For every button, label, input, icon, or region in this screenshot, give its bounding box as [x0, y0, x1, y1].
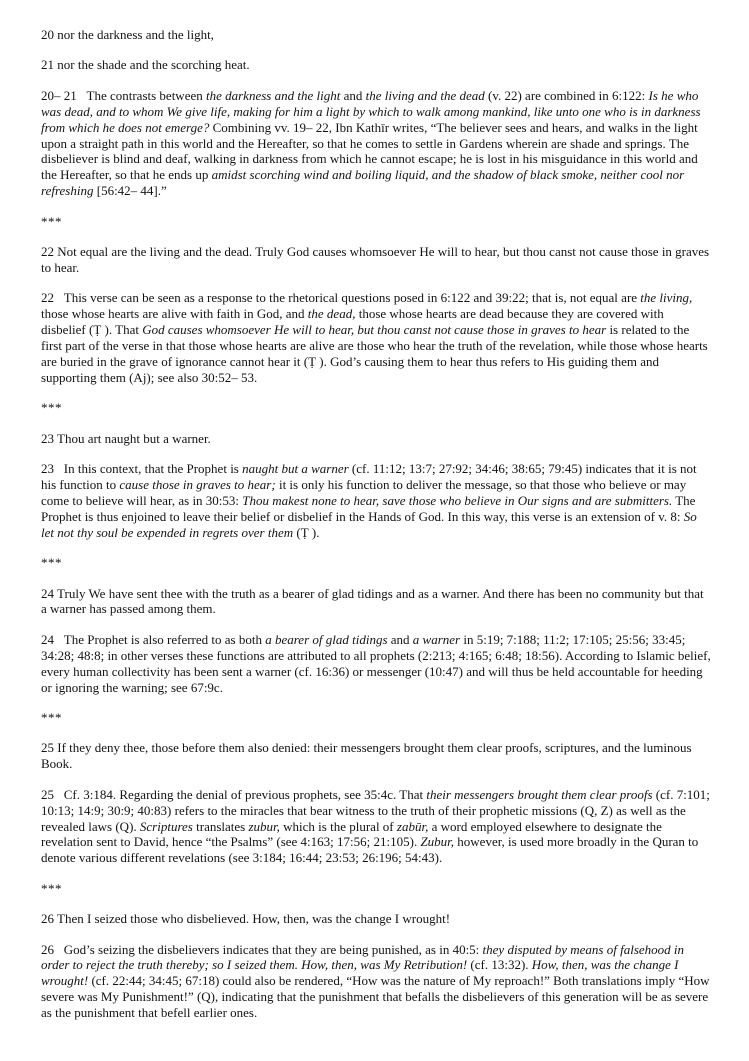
- quoted-italic-text: Zubur,: [420, 834, 455, 850]
- quoted-italic-text: they disputed by means of falsehood in order to reject the truth thereby; so I seized them. How, then, was My Retribution!: [41, 941, 685, 973]
- verse-21: [41, 57, 711, 73]
- quoted-italic-text: naught but a warner: [242, 461, 349, 477]
- quoted-italic-text: the dead,: [307, 306, 356, 322]
- quoted-italic-text: their messengers brought them clear proofs: [426, 786, 653, 802]
- section-separator: ***: [41, 555, 62, 571]
- body-text: 23 In this context, that the Prophet is: [41, 461, 243, 477]
- page-content: [41, 27, 711, 1021]
- body-text: The Prophet is thus enjoined to leave their belief or disbelief in the Hands of God. In this way, this verse is an extension of v. 8:: [41, 492, 696, 524]
- quoted-italic-text: the living and the dead: [365, 87, 485, 103]
- body-text: (v. 22) are combined in 6:122:: [484, 87, 649, 103]
- body-text: 24 Truly We have sent thee with the truth as a bearer of glad tidings and as a warner. And there has been no community but that a warner has passed among them.: [41, 585, 704, 617]
- quoted-italic-text: amidst scorching wind and boiling liquid, and the shadow of black smoke, neither cool nor refreshing: [41, 167, 685, 199]
- verse-24: [41, 586, 711, 618]
- section-separator: ***: [41, 213, 62, 229]
- quoted-italic-text: the living,: [640, 290, 693, 306]
- body-text: translates: [192, 818, 249, 834]
- body-text: 23 Thou art naught but a warner.: [41, 430, 211, 446]
- body-text: 21 nor the shade and the scorching heat.: [41, 57, 250, 73]
- body-text: 20– 21 The contrasts between: [41, 87, 206, 103]
- commentary-23: [41, 461, 711, 541]
- body-text: [56:42– 44].”: [93, 183, 167, 199]
- commentary-22: [41, 290, 711, 385]
- section-separator: ***: [41, 400, 62, 416]
- body-text: those whose hearts are dead because they are covered with disbelief (Ṭ ). That: [41, 306, 664, 338]
- commentary-20-21: [41, 88, 711, 199]
- body-text: is related to the first part of the verse in that those whose hearts are alive are those who hear the truth of the revelation, while those whose hearts are buried in the grave of ignorance cannot hear it (Ṭ ). God’s causing them to hear thus refers to His guiding them and supporting them (Aj); see also 30:52– 53.: [41, 322, 708, 385]
- section-separator: ***: [41, 710, 62, 725]
- body-text: 24 The Prophet is also referred to as both: [41, 631, 266, 647]
- quoted-italic-text: How, then, was the change I wrought!: [41, 957, 679, 989]
- body-text: and: [387, 631, 413, 647]
- body-text: 25 Cf. 3:184. Regarding the denial of previous prophets, see 35:4c. That: [41, 786, 427, 802]
- body-text: 22 This verse can be seen as a response to the rhetorical questions posed in 6:122 and 39:22; that is, not equal are: [41, 290, 641, 306]
- quoted-italic-text: zubur,: [248, 818, 280, 834]
- body-text: Combining vv. 19– 22, Ibn Kathīr writes, “The believer sees and hears, and walks in the light upon a straight path in this world and the Hereafter, so that he comes to settle in Gardens wherein are shade and springs. The disbeliever is blind and deaf, walking in darkness from which he cannot escape; he is lost in his misguidance in this world and the Hereafter, so that he ends up: [41, 119, 698, 183]
- body-text: 22 Not equal are the living and the dead. Truly God causes whomsoever He will to hear, but thou canst not cause those in graves to hear.: [41, 244, 710, 275]
- verse-26: [41, 911, 711, 927]
- body-text: (cf. 13:32).: [467, 957, 532, 973]
- verse-22: [41, 244, 711, 276]
- verse-25: [41, 740, 711, 772]
- body-text: 20 nor the darkness and the light,: [41, 27, 214, 42]
- quoted-italic-text: a warner: [412, 631, 461, 647]
- body-text: 26 God’s seizing the disbelievers indicates that they are being punished, as in 40:5:: [41, 941, 483, 957]
- body-text: however, is used more broadly in the Quran to denote various different revelations (see 3:184; 16:44; 23:53; 26:196; 54:43).: [41, 834, 699, 866]
- body-text: 26 Then I seized those who disbelieved. How, then, was the change I wrought!: [41, 911, 451, 927]
- commentary-25: [41, 787, 711, 867]
- section-separator: ***: [41, 880, 62, 896]
- quoted-italic-text: Scriptures: [139, 818, 193, 834]
- body-text: which is the plural of: [279, 818, 397, 834]
- quoted-italic-text: the darkness and the light: [205, 87, 341, 103]
- quoted-italic-text: God causes whomsoever He will to hear, but thou canst not cause those in graves to hear: [142, 322, 607, 338]
- body-text: it is only his function to deliver the message, so that those who believe or may come to believe will hear, as in 30:53:: [41, 477, 687, 508]
- commentary-24: [41, 632, 711, 696]
- body-text: and: [340, 87, 366, 103]
- quoted-italic-text: Thou makest none to hear, save those who believe in Our signs and are submitters.: [242, 492, 673, 508]
- body-text: (Ṭ ).: [293, 524, 320, 540]
- body-text: 25 If they deny thee, those before them also denied: their messengers brought them clear proofs, scriptures, and the luminous Book.: [41, 740, 692, 772]
- body-text: those whose hearts are alive with faith in God, and: [41, 306, 308, 322]
- body-text: (cf. 22:44; 34:45; 67:18) could also be rendered, “How was the nature of My reproach!” Both translations imply “How severe was My Punishment!” (Q), indicating that the punishment that befalls the disbelievers of this generation will be as severe as the punishment that befell earlier ones.: [41, 973, 710, 1021]
- quoted-italic-text: Is he who was dead, and to whom We give life, making for him a light by which to walk among mankind, like unto one who is in darkness from which he does not emerge?: [41, 87, 701, 135]
- quoted-italic-text: zabūr,: [396, 818, 429, 834]
- body-text: in 5:19; 7:188; 11:2; 17:105; 25:56; 33:45; 34:28; 48:8; in other verses these functions are attributed to all prophets (2:213; 4:165; 6:48; 18:56). According to Islamic belief, every human collectivity has been sent a warner (cf. 16:36) or messenger (10:47) and will thus be held accountable for heeding or ignoring the warning; see 67:9c.: [41, 631, 711, 695]
- body-text: (cf. 11:12; 13:7; 27:92; 34:46; 38:65; 79:45) indicates that it is not his function to: [41, 461, 697, 493]
- body-text: a word employed elsewhere to designate the revelation sent to David, hence “the Psalms” (see 4:163; 17:56; 21:105).: [41, 818, 662, 850]
- verse-23: [41, 431, 711, 447]
- quoted-italic-text: a bearer of glad tidings: [265, 631, 388, 647]
- quoted-italic-text: So let not thy soul be expended in regrets over them: [41, 508, 697, 540]
- commentary-26: [41, 942, 711, 1022]
- verse-20: [41, 27, 711, 43]
- body-text: (cf. 7:101; 10:13; 14:9; 30:9; 40:83) refers to the miracles that bear witness to the truth of their prophetic missions (Q, Z) as well as the revealed laws (Q).: [41, 786, 710, 834]
- quoted-italic-text: cause those in graves to hear;: [119, 477, 276, 493]
